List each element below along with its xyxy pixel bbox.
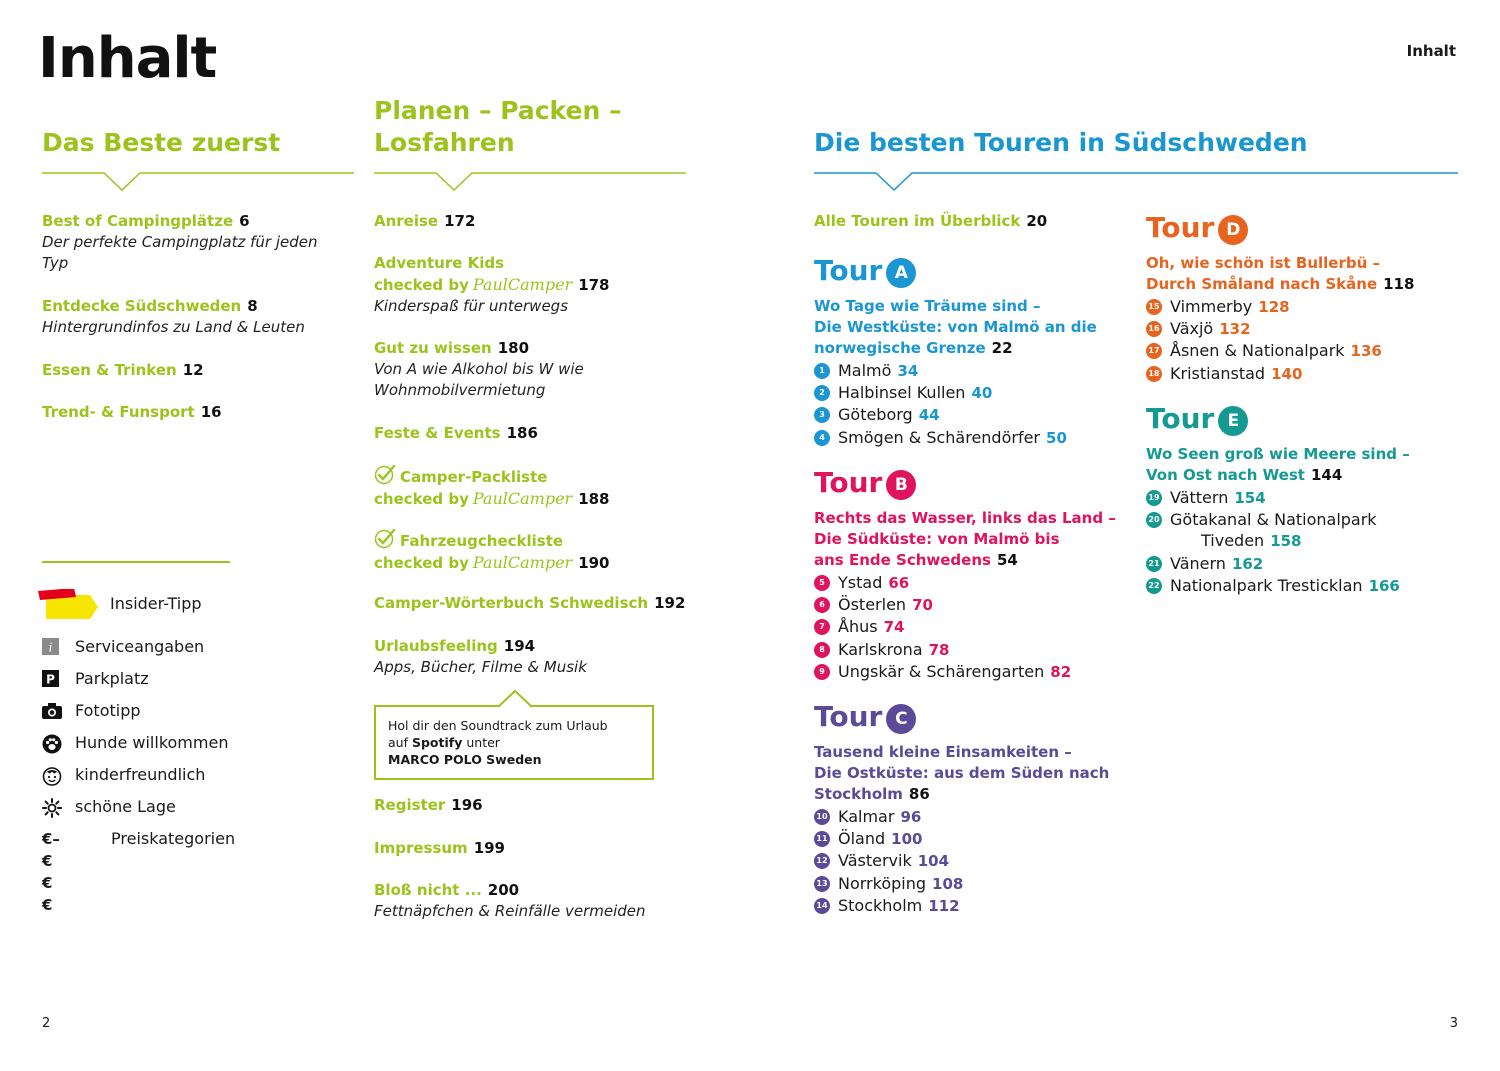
- tour-stop[interactable]: 9 Ungskär & Schärengarten 82: [814, 661, 1071, 683]
- section-divider: [814, 170, 1458, 190]
- toc-entry-page: 20: [1026, 212, 1048, 230]
- section-title-planen-packen-losfahren: Planen – Packen – Losfahren: [374, 96, 622, 157]
- toc-entry-page: 190: [578, 554, 610, 572]
- child-face-icon: [42, 766, 62, 784]
- tour-stops-list: [814, 572, 1071, 683]
- tour-heading-a[interactable]: Tour A: [814, 254, 916, 288]
- toc-entry-label: Gut zu wissen: [374, 339, 492, 357]
- tour-stops-list: [1146, 487, 1400, 597]
- toc-entry-subtitle: Kinderspaß für unterwegs: [374, 297, 569, 315]
- toc-entry[interactable]: [374, 338, 624, 401]
- toc-entry-page: 178: [578, 276, 610, 294]
- toc-entry[interactable]: [374, 838, 505, 859]
- tour-stops-list: [1146, 296, 1382, 385]
- legend-text: Parkplatz: [75, 669, 149, 688]
- legend-divider: [42, 561, 230, 563]
- checkmark-icon: [374, 465, 396, 485]
- tour-stop[interactable]: 22 Nationalpark Tresticklan 166: [1146, 575, 1400, 597]
- toc-entry[interactable]: [42, 296, 342, 338]
- tour-stop[interactable]: 1 Malmö 34: [814, 360, 1067, 382]
- checked-by-label: checked by: [374, 490, 469, 508]
- parking-icon: [42, 670, 62, 688]
- page-title: Inhalt: [38, 26, 217, 91]
- tour-badge: A: [886, 258, 916, 288]
- tour-description[interactable]: Tausend kleine Einsamkeiten – Die Ostküste: aus dem Süden nach Stockholm 86: [814, 743, 1110, 803]
- tour-stop[interactable]: 19 Vättern 154: [1146, 487, 1400, 509]
- toc-entry-page: 8: [247, 297, 258, 315]
- stop-number: 3: [814, 407, 830, 423]
- tour-description[interactable]: Wo Tage wie Träume sind – Die Westküste: von Malmö an die norwegische Grenze 22: [814, 297, 1097, 357]
- tour-heading-d[interactable]: Tour D: [1146, 211, 1248, 245]
- tour-stops-list: [814, 360, 1067, 449]
- stop-number: 9: [814, 664, 830, 680]
- stop-number: 19: [1146, 490, 1162, 506]
- toc-entry-label: Adventure Kids: [374, 254, 505, 272]
- tour-page: 86: [908, 785, 930, 803]
- tour-page: 22: [991, 339, 1013, 357]
- toc-entry[interactable]: [374, 795, 483, 816]
- tour-stop-continuation[interactable]: Tiveden 158: [1201, 531, 1302, 551]
- stop-number: 20: [1146, 512, 1162, 528]
- toc-entry-label: Anreise: [374, 212, 439, 230]
- tour-stop[interactable]: 21 Vänern 162: [1146, 553, 1400, 575]
- toc-entry-label: Register: [374, 796, 446, 814]
- toc-entry-subtitle: Von A wie Alkohol bis W wie Wohnmobilvermietung: [374, 360, 584, 399]
- stop-number: 21: [1146, 556, 1162, 572]
- checkmark-icon: [374, 529, 396, 549]
- stop-number: 13: [814, 876, 830, 892]
- tour-heading-b[interactable]: Tour B: [814, 466, 916, 500]
- callout-pointer: [498, 690, 532, 712]
- tour-stop[interactable]: 8 Karlskrona 78: [814, 639, 1071, 661]
- tour-badge: C: [886, 704, 916, 734]
- tour-stop[interactable]: 20 Götakanal & Nationalpark: [1146, 509, 1400, 530]
- toc-entry-label: Fahrzeugcheckliste: [400, 532, 564, 550]
- section-title-das-beste-zuerst: Das Beste zuerst: [42, 128, 281, 157]
- toc-entry[interactable]: [42, 402, 222, 423]
- tour-stop[interactable]: 14 Stockholm 112: [814, 895, 963, 917]
- stop-number: 17: [1146, 343, 1162, 359]
- tour-stop[interactable]: 3 Göteborg 44: [814, 404, 1067, 426]
- toc-entry[interactable]: [374, 465, 610, 510]
- svg-text:P: P: [46, 672, 55, 687]
- tour-description[interactable]: Oh, wie schön ist Bullerbü – Durch Småland nach Skåne 118: [1146, 254, 1415, 293]
- toc-entry-page: 199: [473, 839, 505, 857]
- stop-number: 12: [814, 853, 830, 869]
- running-head: Inhalt: [1406, 42, 1456, 60]
- toc-entry-page: 196: [451, 796, 483, 814]
- checked-by-label: checked by: [374, 554, 469, 572]
- toc-entry-label: Feste & Events: [374, 424, 501, 442]
- toc-entry[interactable]: [374, 211, 475, 232]
- tour-page: 118: [1383, 275, 1415, 293]
- tour-heading-c[interactable]: Tour C: [814, 700, 916, 734]
- info-icon: [42, 638, 62, 656]
- toc-entry[interactable]: [374, 593, 685, 614]
- stop-number: 4: [814, 430, 830, 446]
- toc-entry[interactable]: [374, 253, 610, 317]
- toc-entry-page: 200: [487, 881, 520, 899]
- toc-entry[interactable]: [814, 211, 1047, 232]
- toc-entry-label: Camper-Packliste: [400, 468, 548, 486]
- toc-entry[interactable]: [374, 423, 538, 444]
- tour-stop[interactable]: 15 Vimmerby 128: [1146, 296, 1382, 318]
- stop-number: 5: [814, 575, 830, 591]
- toc-entry[interactable]: [42, 211, 342, 274]
- toc-entry-label: Essen & Trinken: [42, 361, 177, 379]
- paulcamper-logo: PaulCamper: [472, 489, 573, 508]
- toc-entry-page: 188: [578, 490, 610, 508]
- camera-icon: [42, 702, 62, 720]
- spotify-callout: Hol dir den Soundtrack zum Urlaub auf Spotify unter MARCO POLO Sweden: [374, 705, 654, 780]
- tour-stop[interactable]: 5 Ystad 66: [814, 572, 1071, 594]
- tour-stop[interactable]: 7 Åhus 74: [814, 616, 1071, 638]
- stop-number: 6: [814, 597, 830, 613]
- legend-text: Insider-Tipp: [110, 594, 202, 613]
- tour-badge: E: [1218, 406, 1248, 436]
- toc-entry-page: 194: [503, 637, 536, 655]
- toc-entry-page: 192: [654, 594, 686, 612]
- tour-badge: B: [886, 470, 916, 500]
- legend-text: Preiskategorien: [111, 829, 236, 848]
- stop-number: 10: [814, 809, 830, 825]
- section-title-touren: Die besten Touren in Südschweden: [814, 128, 1308, 157]
- toc-entry[interactable]: [374, 636, 587, 678]
- legend-text: Fototipp: [75, 701, 141, 720]
- paulcamper-logo: PaulCamper: [472, 275, 573, 294]
- tour-stops-list: [814, 806, 963, 917]
- legend-text: kinderfreundlich: [75, 765, 206, 784]
- svg-text:i: i: [48, 640, 53, 655]
- sun-icon: [42, 798, 62, 816]
- tour-stop[interactable]: 18 Kristianstad 140: [1146, 363, 1382, 385]
- toc-entry-subtitle: Hintergrundinfos zu Land & Leuten: [42, 318, 305, 336]
- toc-entry[interactable]: [42, 360, 204, 381]
- tour-page: 54: [996, 551, 1018, 569]
- toc-entry-label: Camper-Wörterbuch Schwedisch: [374, 594, 649, 612]
- stop-number: 11: [814, 831, 830, 847]
- stop-number: 2: [814, 385, 830, 401]
- toc-entry-label: Bloß nicht ...: [374, 881, 482, 899]
- toc-entry-label: Impressum: [374, 839, 468, 857]
- paulcamper-logo: PaulCamper: [472, 553, 573, 572]
- price-icon: €–€€€: [42, 830, 60, 914]
- section-divider: [374, 170, 686, 190]
- tour-page: 144: [1310, 466, 1343, 484]
- tour-stop[interactable]: 4 Smögen & Schärendörfer 50: [814, 427, 1067, 449]
- page-number-left: 2: [42, 1016, 51, 1031]
- legend-text: Hunde willkommen: [75, 733, 229, 752]
- toc-entry-label: Urlaubsfeeling: [374, 637, 498, 655]
- stop-number: 14: [814, 898, 830, 914]
- toc-entry-label: Trend- & Funsport: [42, 403, 195, 421]
- tour-stop[interactable]: 11 Öland 100: [814, 828, 963, 850]
- stop-number: 16: [1146, 321, 1162, 337]
- insider-tip-icon: [38, 589, 100, 621]
- tour-stop[interactable]: 6 Österlen 70: [814, 594, 1071, 616]
- toc-entry-page: 16: [200, 403, 222, 421]
- tour-stop[interactable]: 12 Västervik 104: [814, 850, 963, 872]
- toc-entry-subtitle: Der perfekte Campingplatz für jeden Typ: [42, 233, 318, 272]
- tour-heading-e[interactable]: Tour E: [1146, 402, 1248, 436]
- toc-entry-subtitle: Apps, Bücher, Filme & Musik: [374, 658, 587, 676]
- tour-stop[interactable]: 13 Norrköping 108: [814, 873, 963, 895]
- toc-entry-label: Best of Campingplätze: [42, 212, 234, 230]
- toc-entry-subtitle: Fettnäpfchen & Reinfälle vermeiden: [374, 902, 646, 920]
- stop-number: 22: [1146, 578, 1162, 594]
- toc-entry-page: 172: [444, 212, 476, 230]
- toc-entry-label: Alle Touren im Überblick: [814, 212, 1021, 230]
- stop-number: 8: [814, 642, 830, 658]
- page-number-right: 3: [1449, 1016, 1458, 1031]
- tour-stop[interactable]: 16 Växjö 132: [1146, 318, 1382, 340]
- tour-stop[interactable]: 10 Kalmar 96: [814, 806, 963, 828]
- legend-text: schöne Lage: [75, 797, 176, 816]
- tour-stop[interactable]: 17 Åsnen & Nationalpark 136: [1146, 340, 1382, 362]
- toc-entry-page: 180: [497, 339, 530, 357]
- stop-number: 7: [814, 619, 830, 635]
- toc-entry-label: Entdecke Südschweden: [42, 297, 242, 315]
- stop-number: 15: [1146, 299, 1162, 315]
- stop-number: 18: [1146, 366, 1162, 382]
- toc-entry-page: 12: [182, 361, 204, 379]
- toc-entry[interactable]: [374, 529, 610, 574]
- section-divider: [42, 170, 354, 190]
- checked-by-label: checked by: [374, 276, 469, 294]
- legend-text: Serviceangaben: [75, 637, 205, 656]
- toc-entry-page: 6: [239, 212, 250, 230]
- toc-entry[interactable]: [374, 880, 646, 922]
- tour-description[interactable]: Rechts das Wasser, links das Land – Die Südküste: von Malmö bis ans Ende Schwedens 54: [814, 509, 1116, 569]
- tour-description[interactable]: Wo Seen groß wie Meere sind – Von Ost nach West 144: [1146, 445, 1410, 484]
- tour-stop[interactable]: 2 Halbinsel Kullen 40: [814, 382, 1067, 404]
- toc-entry-page: 186: [506, 424, 538, 442]
- tour-badge: D: [1218, 215, 1248, 245]
- paw-icon: [42, 734, 62, 752]
- stop-number: 1: [814, 363, 830, 379]
